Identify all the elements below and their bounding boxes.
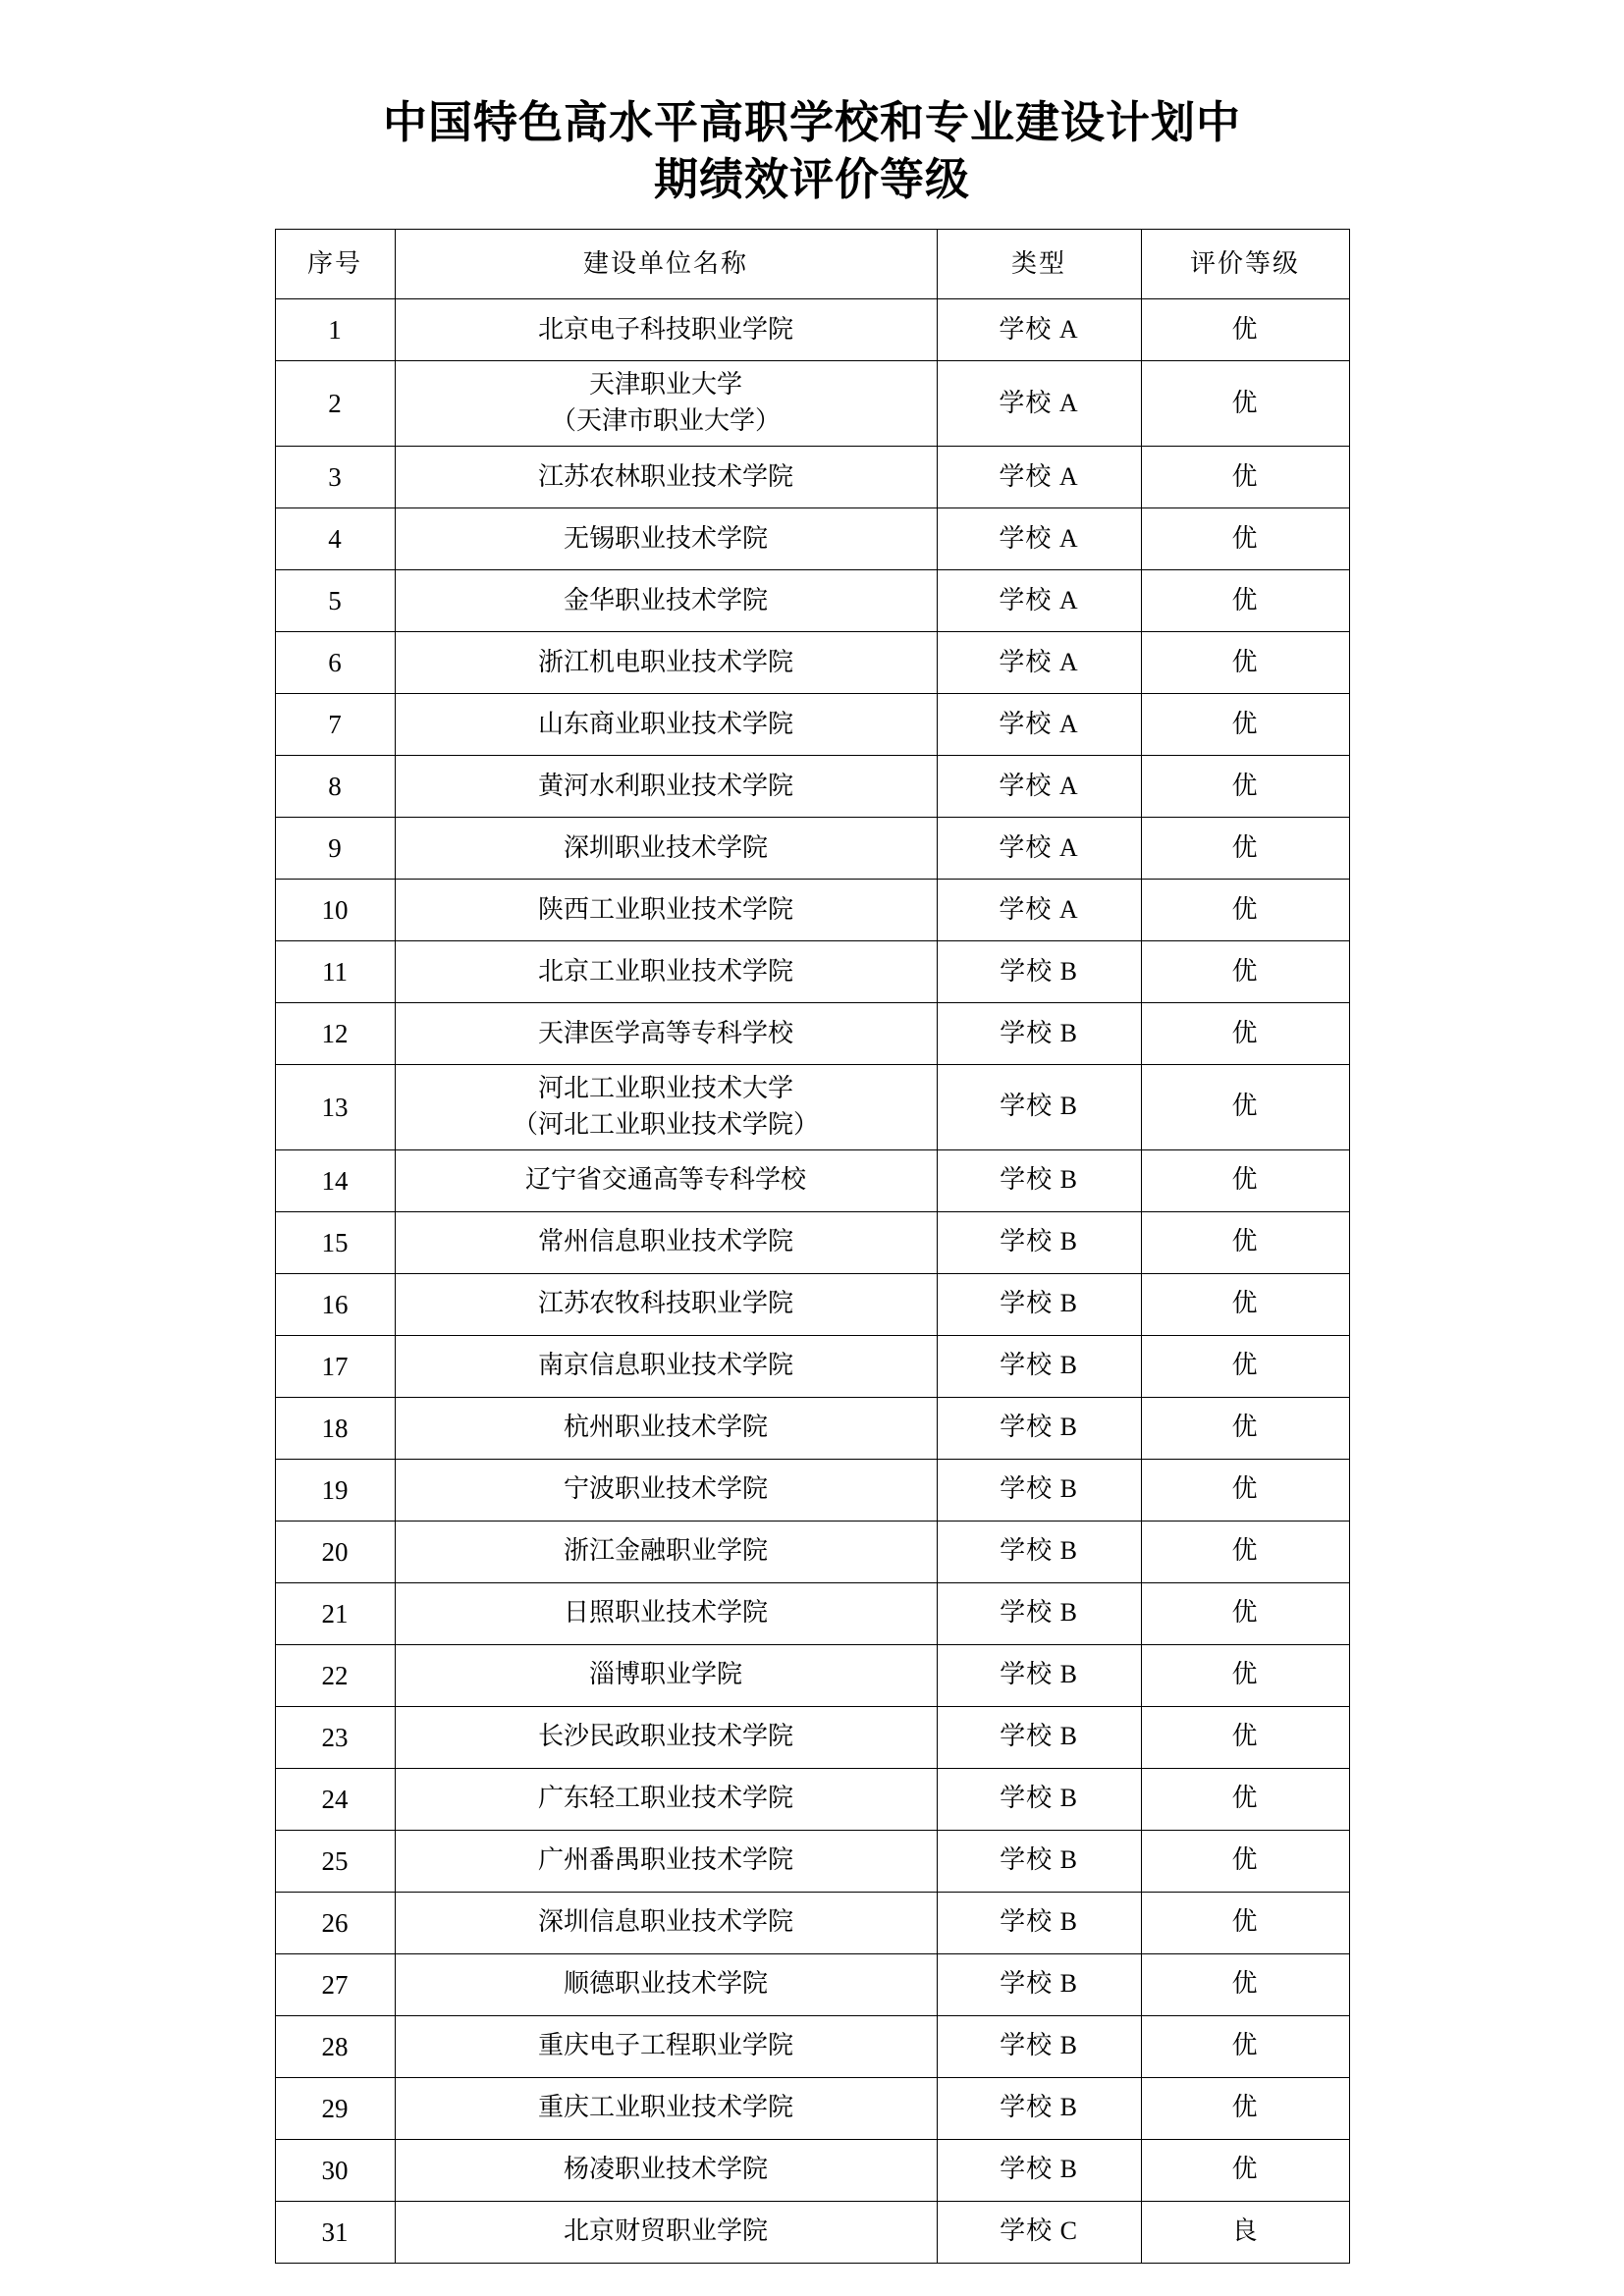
- page-title-line-2: 期绩效评价等级: [653, 153, 970, 204]
- cell-index: 3: [275, 447, 395, 508]
- page-title: [0, 0, 1624, 207]
- table-row: [275, 1273, 1349, 1335]
- table-row: [275, 1953, 1349, 2015]
- table-container: [0, 229, 1624, 2264]
- cell-grade: 优: [1141, 447, 1349, 508]
- cell-index: 26: [275, 1892, 395, 1953]
- cell-index: 27: [275, 1953, 395, 2015]
- institution-name-line: 山东商业职业技术学院: [537, 709, 793, 738]
- institution-name-line: 北京电子科技职业学院: [537, 314, 793, 344]
- cell-grade: 优: [1141, 1644, 1349, 1706]
- institution-name-line: 广东轻工职业技术学院: [537, 1784, 793, 1813]
- table-body: [275, 299, 1349, 2264]
- cell-index: 1: [275, 299, 395, 361]
- table-row: [275, 1003, 1349, 1065]
- cell-grade: 优: [1141, 1768, 1349, 1830]
- cell-index: 14: [275, 1149, 395, 1211]
- table-row: [275, 299, 1349, 361]
- cell-index: 17: [275, 1335, 395, 1397]
- cell-institution-name: [395, 361, 937, 447]
- cell-type: 学校 B: [937, 1892, 1141, 1953]
- cell-type: 学校 A: [937, 570, 1141, 632]
- cell-institution-name: [395, 2201, 937, 2263]
- institution-name-line: 北京工业职业技术学院: [537, 956, 793, 986]
- institution-name-line: 天津职业大学: [588, 370, 742, 400]
- cell-institution-name: [395, 756, 937, 818]
- cell-grade: 优: [1141, 818, 1349, 880]
- cell-type: 学校 B: [937, 941, 1141, 1003]
- cell-index: 31: [275, 2201, 395, 2263]
- table-header: [275, 230, 1349, 299]
- column-header-type: 类型: [937, 230, 1141, 299]
- cell-index: 20: [275, 1521, 395, 1582]
- cell-institution-name: [395, 1149, 937, 1211]
- cell-index: 7: [275, 694, 395, 756]
- cell-grade: 优: [1141, 1335, 1349, 1397]
- cell-type: 学校 A: [937, 756, 1141, 818]
- cell-institution-name: [395, 447, 937, 508]
- cell-index: 22: [275, 1644, 395, 1706]
- cell-grade: 优: [1141, 1211, 1349, 1273]
- cell-index: 18: [275, 1397, 395, 1459]
- table-row: [275, 1211, 1349, 1273]
- cell-institution-name: [395, 818, 937, 880]
- institution-name-line: 淄博职业学院: [588, 1660, 742, 1689]
- cell-grade: 优: [1141, 1459, 1349, 1521]
- cell-grade: 优: [1141, 1892, 1349, 1953]
- cell-grade: 优: [1141, 2077, 1349, 2139]
- cell-grade: 优: [1141, 1830, 1349, 1892]
- cell-index: 12: [275, 1003, 395, 1065]
- table-row: [275, 1892, 1349, 1953]
- cell-institution-name: [395, 1768, 937, 1830]
- cell-index: 5: [275, 570, 395, 632]
- table-row: [275, 361, 1349, 447]
- cell-index: 4: [275, 508, 395, 570]
- cell-institution-name: [395, 2077, 937, 2139]
- institution-name-line: 浙江金融职业学院: [563, 1536, 768, 1566]
- cell-grade: 优: [1141, 508, 1349, 570]
- table-row: [275, 2139, 1349, 2201]
- cell-type: 学校 B: [937, 1768, 1141, 1830]
- table-row: [275, 880, 1349, 941]
- cell-index: 10: [275, 880, 395, 941]
- table-row: [275, 1459, 1349, 1521]
- cell-index: 24: [275, 1768, 395, 1830]
- cell-institution-name: [395, 1830, 937, 1892]
- cell-type: 学校 A: [937, 447, 1141, 508]
- cell-type: 学校 B: [937, 1149, 1141, 1211]
- cell-type: 学校 B: [937, 1953, 1141, 2015]
- cell-index: 23: [275, 1706, 395, 1768]
- cell-institution-name: [395, 1706, 937, 1768]
- institution-name-line: 顺德职业技术学院: [563, 1969, 768, 1999]
- table-row: [275, 1830, 1349, 1892]
- cell-type: 学校 B: [937, 1582, 1141, 1644]
- column-header-grade: 评价等级: [1141, 230, 1349, 299]
- cell-type: 学校 B: [937, 1065, 1141, 1150]
- institution-name-line: 宁波职业技术学院: [563, 1474, 768, 1504]
- cell-index: 19: [275, 1459, 395, 1521]
- cell-institution-name: [395, 1521, 937, 1582]
- table-row: [275, 1397, 1349, 1459]
- institution-name-line: 无锡职业技术学院: [563, 523, 768, 553]
- cell-institution-name: [395, 1003, 937, 1065]
- cell-index: 16: [275, 1273, 395, 1335]
- cell-institution-name: [395, 1582, 937, 1644]
- institution-name-line: 长沙民政职业技术学院: [537, 1722, 793, 1751]
- cell-institution-name: [395, 1065, 937, 1150]
- table-row: [275, 1065, 1349, 1150]
- cell-institution-name: [395, 1953, 937, 2015]
- table-row: [275, 1582, 1349, 1644]
- table-row: [275, 941, 1349, 1003]
- table-row: [275, 1521, 1349, 1582]
- evaluation-grade-table: [275, 229, 1350, 2264]
- institution-name-line: 江苏农牧科技职业学院: [537, 1289, 793, 1318]
- cell-index: 13: [275, 1065, 395, 1150]
- cell-type: 学校 B: [937, 1003, 1141, 1065]
- cell-index: 2: [275, 361, 395, 447]
- cell-institution-name: [395, 508, 937, 570]
- cell-grade: 优: [1141, 361, 1349, 447]
- cell-index: 29: [275, 2077, 395, 2139]
- cell-index: 15: [275, 1211, 395, 1273]
- cell-institution-name: [395, 2139, 937, 2201]
- cell-grade: 优: [1141, 1149, 1349, 1211]
- cell-type: 学校 A: [937, 818, 1141, 880]
- table-row: [275, 1644, 1349, 1706]
- cell-grade: 优: [1141, 1397, 1349, 1459]
- institution-name-line: 重庆工业职业技术学院: [537, 2093, 793, 2122]
- cell-type: 学校 C: [937, 2201, 1141, 2263]
- institution-name-line: 浙江机电职业技术学院: [537, 647, 793, 676]
- cell-type: 学校 B: [937, 1521, 1141, 1582]
- table-row: [275, 2201, 1349, 2263]
- institution-name-line: （河北工业职业技术学院）: [512, 1109, 819, 1139]
- cell-grade: 优: [1141, 2139, 1349, 2201]
- cell-grade: 优: [1141, 1003, 1349, 1065]
- cell-grade: 优: [1141, 1273, 1349, 1335]
- cell-institution-name: [395, 1397, 937, 1459]
- cell-grade: 优: [1141, 1582, 1349, 1644]
- column-header-index: 序号: [275, 230, 395, 299]
- cell-index: 21: [275, 1582, 395, 1644]
- institution-name-line: 杭州职业技术学院: [563, 1413, 768, 1442]
- cell-grade: 优: [1141, 1706, 1349, 1768]
- institution-name-line: 北京财贸职业学院: [563, 2216, 768, 2246]
- table-row: [275, 818, 1349, 880]
- institution-name-line: 黄河水利职业技术学院: [537, 771, 793, 800]
- cell-institution-name: [395, 694, 937, 756]
- cell-institution-name: [395, 1211, 937, 1273]
- table-row: [275, 2077, 1349, 2139]
- institution-name-line: 金华职业技术学院: [563, 585, 768, 614]
- cell-grade: 良: [1141, 2201, 1349, 2263]
- cell-grade: 优: [1141, 1065, 1349, 1150]
- institution-name-line: 常州信息职业技术学院: [537, 1227, 793, 1256]
- institution-name-line: 辽宁省交通高等专科学校: [524, 1165, 806, 1195]
- institution-name-line: 重庆电子工程职业学院: [537, 2031, 793, 2060]
- cell-institution-name: [395, 880, 937, 941]
- table-row: [275, 508, 1349, 570]
- cell-institution-name: [395, 1273, 937, 1335]
- institution-name-line: 日照职业技术学院: [563, 1598, 768, 1628]
- table-row: [275, 1768, 1349, 1830]
- cell-index: 30: [275, 2139, 395, 2201]
- cell-type: 学校 B: [937, 1830, 1141, 1892]
- cell-grade: 优: [1141, 299, 1349, 361]
- cell-type: 学校 A: [937, 694, 1141, 756]
- cell-institution-name: [395, 1335, 937, 1397]
- table-header-row: [275, 230, 1349, 299]
- table-row: [275, 1706, 1349, 1768]
- cell-grade: 优: [1141, 694, 1349, 756]
- cell-type: 学校 B: [937, 1211, 1141, 1273]
- cell-index: 9: [275, 818, 395, 880]
- cell-index: 28: [275, 2015, 395, 2077]
- cell-type: 学校 B: [937, 1335, 1141, 1397]
- cell-institution-name: [395, 941, 937, 1003]
- institution-name-line: 深圳职业技术学院: [563, 832, 768, 862]
- institution-name-line: 杨凌职业技术学院: [563, 2155, 768, 2184]
- cell-institution-name: [395, 1459, 937, 1521]
- cell-institution-name: [395, 299, 937, 361]
- cell-type: 学校 B: [937, 1273, 1141, 1335]
- cell-type: 学校 B: [937, 1644, 1141, 1706]
- table-row: [275, 632, 1349, 694]
- cell-grade: 优: [1141, 756, 1349, 818]
- cell-type: 学校 B: [937, 1706, 1141, 1768]
- institution-name-line: 陕西工业职业技术学院: [537, 894, 793, 924]
- cell-type: 学校 B: [937, 1459, 1141, 1521]
- cell-type: 学校 B: [937, 2015, 1141, 2077]
- cell-type: 学校 A: [937, 880, 1141, 941]
- cell-index: 25: [275, 1830, 395, 1892]
- cell-index: 8: [275, 756, 395, 818]
- institution-name-line: （天津市职业大学）: [550, 406, 781, 436]
- institution-name-line: 河北工业职业技术大学: [537, 1074, 793, 1102]
- cell-grade: 优: [1141, 2015, 1349, 2077]
- cell-grade: 优: [1141, 880, 1349, 941]
- cell-type: 学校 B: [937, 1397, 1141, 1459]
- table-row: [275, 756, 1349, 818]
- cell-type: 学校 B: [937, 2139, 1141, 2201]
- cell-type: 学校 A: [937, 361, 1141, 447]
- cell-institution-name: [395, 632, 937, 694]
- table-row: [275, 1149, 1349, 1211]
- table-row: [275, 447, 1349, 508]
- institution-name-line: 南京信息职业技术学院: [537, 1351, 793, 1380]
- table-row: [275, 570, 1349, 632]
- institution-name-line: 天津医学高等专科学校: [537, 1018, 793, 1047]
- cell-grade: 优: [1141, 632, 1349, 694]
- cell-institution-name: [395, 2015, 937, 2077]
- table-row: [275, 694, 1349, 756]
- cell-type: 学校 A: [937, 632, 1141, 694]
- cell-institution-name: [395, 570, 937, 632]
- cell-grade: 优: [1141, 1521, 1349, 1582]
- cell-type: 学校 A: [937, 508, 1141, 570]
- table-row: [275, 1335, 1349, 1397]
- cell-institution-name: [395, 1644, 937, 1706]
- institution-name-line: 广州番禺职业技术学院: [537, 1845, 793, 1875]
- table-row: [275, 2015, 1349, 2077]
- cell-type: 学校 A: [937, 299, 1141, 361]
- column-header-name: 建设单位名称: [395, 230, 937, 299]
- cell-index: 11: [275, 941, 395, 1003]
- cell-institution-name: [395, 1892, 937, 1953]
- institution-name-line: 江苏农林职业技术学院: [537, 461, 793, 491]
- page-title-line-1: 中国特色高水平高职学校和专业建设计划中: [382, 97, 1241, 147]
- cell-index: 6: [275, 632, 395, 694]
- cell-grade: 优: [1141, 1953, 1349, 2015]
- cell-grade: 优: [1141, 570, 1349, 632]
- institution-name-line: 深圳信息职业技术学院: [537, 1907, 793, 1937]
- cell-grade: 优: [1141, 941, 1349, 1003]
- cell-type: 学校 B: [937, 2077, 1141, 2139]
